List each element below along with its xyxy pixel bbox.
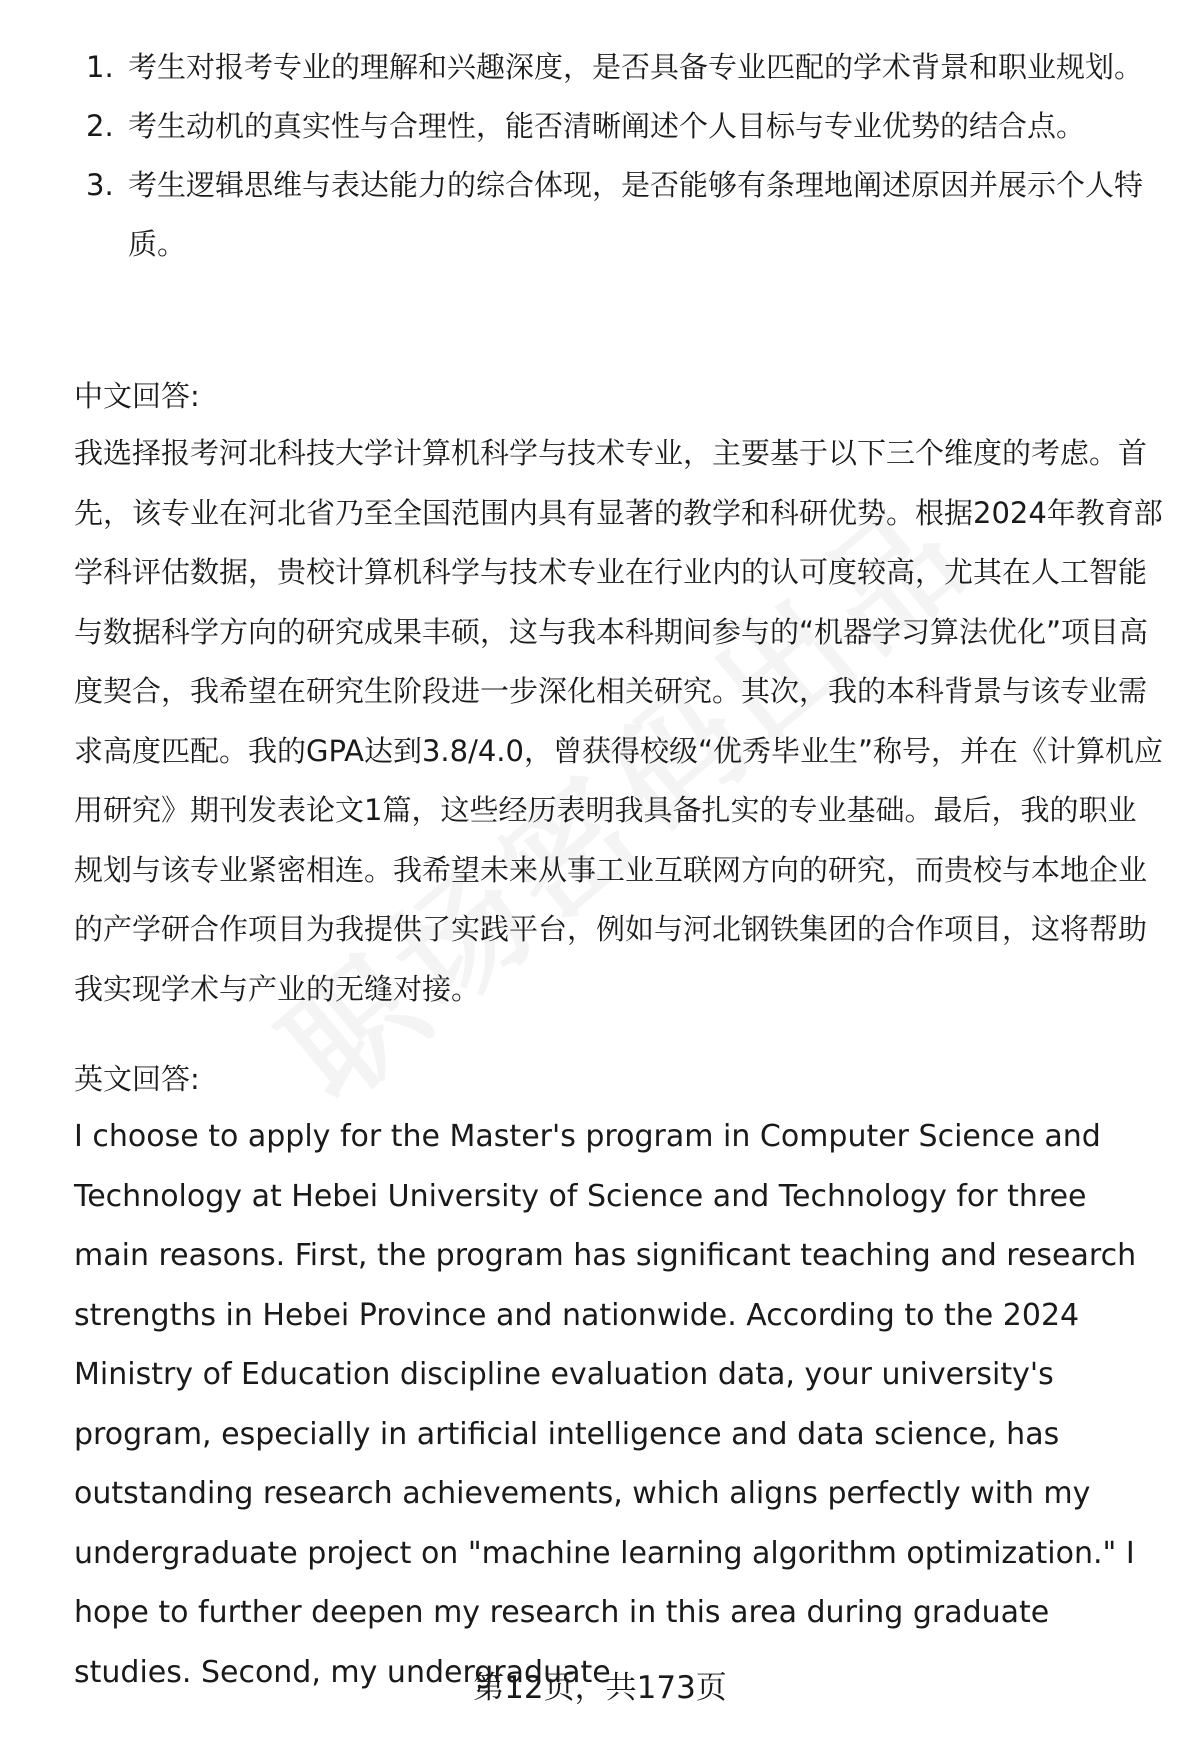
english-answer-text: I choose to apply for the Master's program in Computer Science and Technology at Hebei University of Science and Technology for three main reasons. First, the program has significant teaching and research strengths in Hebei Province and nationwide. According to the 2024 Ministry of Education discipline evaluation data, your university's program, especially in artificial intelligence and data science, has outstanding research achievements, which aligns perfectly with my undergraduate project on "machine learning algorithm optimization." I hope to further deepen my research in this area during graduate studies. Second, my undergraduate xyxy=(74,1119,1137,1690)
criteria-text: 考生对报考专业的理解和兴趣深度，是否具备专业匹配的学术背景和职业规划。 xyxy=(128,50,1144,84)
criteria-number: 1. xyxy=(86,50,114,84)
evaluation-criteria-list xyxy=(74,38,1154,274)
criteria-item xyxy=(74,38,1154,97)
criteria-text: 考生动机的真实性与合理性，能否清晰阐述个人目标与专业优势的结合点。 xyxy=(128,109,1086,143)
criteria-item xyxy=(74,156,1154,274)
english-answer-label: 英文回答: xyxy=(74,1062,200,1096)
criteria-text: 考生逻辑思维与表达能力的综合体现，是否能够有条理地阐述原因并展示个人特质。 xyxy=(128,168,1144,261)
criteria-number: 2. xyxy=(86,109,114,143)
criteria-number: 3. xyxy=(86,168,114,202)
page-number: 第12页，共173页 xyxy=(473,1670,727,1706)
chinese-answer-label: 中文回答: xyxy=(74,379,200,413)
chinese-answer-text: 我选择报考河北科技大学计算机科学与技术专业，主要基于以下三个维度的考虑。首先，该专业在河北省乃至全国范围内具有显著的教学和科研优势。根据2024年教育部学科评估数据，贵校计算机科学与技术专业在行业内的认可度较高，尤其在人工智能与数据科学方向的研究成果丰硕，这与我本科期间参与的“机器学习算法优化”项目高度契合，我希望在研究生阶段进一步深化相关研究。其次，我的本科背景与该专业需求高度匹配。我的GPA达到3.8/4.0，曾获得校级“优秀毕业生”称号，并在《计算机应用研究》期刊发表论文1篇，这些经历表明我具备扎实的专业基础。最后，我的职业规划与该专业紧密相连。我希望未来从事工业互联网方向的研究，而贵校与本地企业的产学研合作项目为我提供了实践平台，例如与河北钢铁集团的合作项目，这将帮助我实现学术与产业的无缝对接。 xyxy=(74,436,1164,1006)
criteria-item xyxy=(74,97,1154,156)
